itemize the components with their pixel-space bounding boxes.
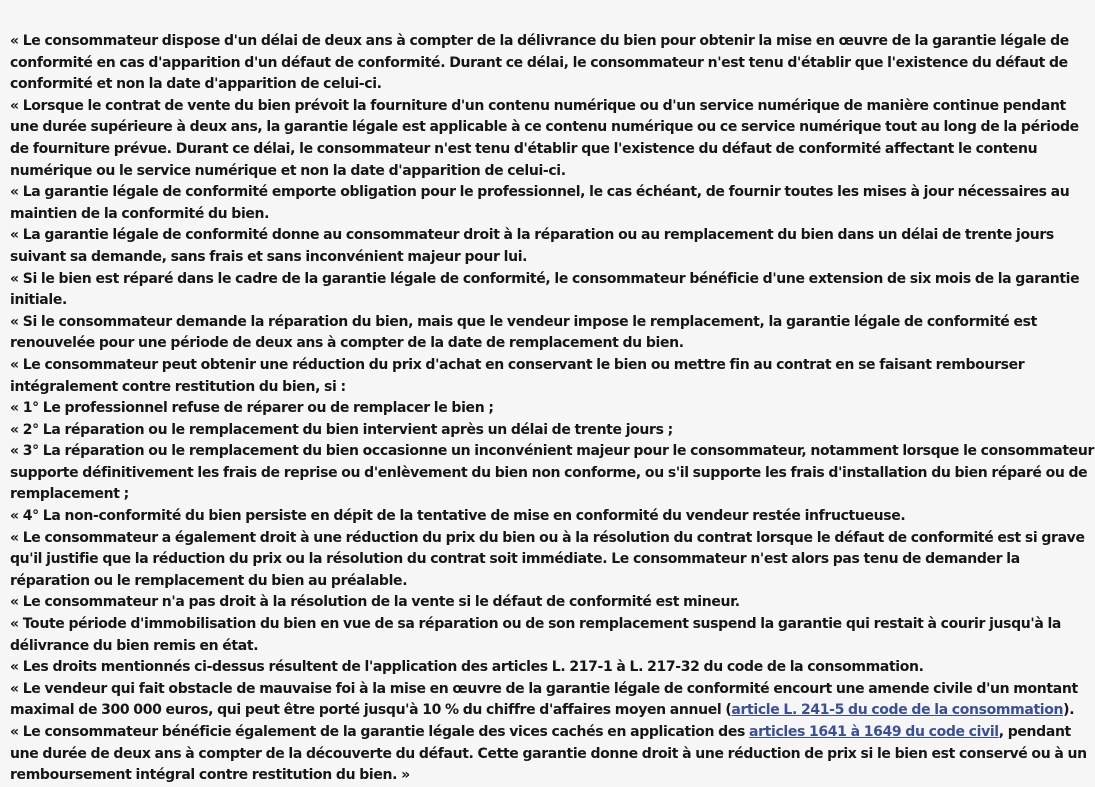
paragraph-mises-a-jour: « La garantie légale de conformité emporte obligation pour le professionnel, le cas échéant, de fournir toutes les mises à jour nécessaires au maintien de la conformité du bien.	[10, 184, 1070, 222]
paragraph-delai-deux-ans: « Le consommateur dispose d'un délai de deux ans à compter de la délivrance du bien pour obtenir la mise en œuvre de la garantie légale de conformité en cas d'apparition d'un défaut de conformité. Durant ce délai, le consommateur n'est tenu d'établir que l'existence du défaut de conformité et non la date d'apparition de celui-ci.	[10, 33, 1069, 93]
paragraph-immobilisation: « Toute période d'immobilisation du bien en vue de sa réparation ou de son remplacement suspend la garantie qui restait à courir jusqu'à la délivrance du bien remis en état.	[10, 616, 1062, 654]
paragraph-vices-caches	[10, 722, 1095, 787]
paragraph-defaut-mineur: « Le consommateur n'a pas droit à la résolution de la vente si le défaut de conformité est mineur.	[10, 594, 740, 611]
list-item-2: « 2° La réparation ou le remplacement du bien intervient après un délai de trente jours ;	[10, 421, 673, 438]
paragraph-contenu-numerique: « Lorsque le contrat de vente du bien prévoit la fourniture d'un contenu numérique ou d'un service numérique de manière continue pendant une durée supérieure à deux ans, la garantie légale est applicable à ce contenu numérique ou ce service numérique tout au long de la période de fourniture prévue. Durant ce délai, le consommateur n'est tenu d'établir que l'existence du défaut de conformité affectant le contenu numérique ou le service numérique et non la date d'apparition de celui-ci.	[10, 97, 1079, 179]
vices-text-after: , pendant une durée de deux ans à compter de la découverte du défaut. Cette garantie donne droit à une réduction de prix si le bien est conservé ou à un remboursement intégral contre restitution du bien. »	[10, 724, 1087, 784]
paragraph-amende-civile	[10, 679, 1095, 722]
vices-text-before: « Le consommateur bénéficie également de la garantie légale des vices cachés en application des	[10, 724, 750, 740]
paragraph-reparation-remplacement: « La garantie légale de conformité donne au consommateur droit à la réparation ou au remplacement du bien dans un délai de trente jours suivant sa demande, sans frais et sans inconvénient majeur pour lui.	[10, 227, 1054, 265]
article-l241-5-link[interactable]: article L. 241-5 du code de la consommation	[731, 702, 1064, 719]
amende-text-before: « Le vendeur qui fait obstacle de mauvaise foi à la mise en œuvre de la garantie légale de conformité encourt une amende civile d'un montant maximal de 300 000 euros, qui peut être porté jusqu'à 10 % du chiffre d'affaires moyen annuel (	[10, 680, 1078, 719]
articles-code-civil-link[interactable]: articles 1641 à 1649 du code civil	[749, 724, 999, 740]
list-item-3: « 3° La réparation ou le remplacement du bien occasionne un inconvénient majeur pour le consommateur, notamment lorsque le consommateur supporte définitivement les frais de reprise ou d'enlèvement du bien non conforme, ou s'il supporte les frais d'installation du bien réparé ou de remplacement ;	[10, 443, 1094, 503]
paragraph-defaut-grave: « Le consommateur a également droit à une réduction du prix du bien ou à la résolution du contrat lorsque le défaut de conformité est si grave qu'il justifie que la réduction du prix ou la résolution du contrat soit immédiate. Le consommateur n'est alors pas tenu de demander la réparation ou le remplacement du bien au préalable.	[10, 529, 1085, 589]
amende-text-after: ).	[1063, 702, 1075, 719]
paragraph-extension-six-mois: « Si le bien est réparé dans le cadre de la garantie légale de conformité, le consommateur bénéficie d'une extension de six mois de la garantie initiale.	[10, 270, 1080, 309]
paragraph-remplacement-impose: « Si le consommateur demande la réparation du bien, mais que le vendeur impose le remplacement, la garantie légale de conformité est renouvelée pour une période de deux ans à compter de la date de remplacement du bien.	[10, 313, 1037, 352]
list-item-4: « 4° La non-conformité du bien persiste en dépit de la tentative de mise en conformité du vendeur restée infructueuse.	[10, 508, 906, 525]
paragraph-reduction-prix: « Le consommateur peut obtenir une réduction du prix d'achat en conservant le bien ou mettre fin au contrat en se faisant rembourser intégralement contre restitution du bien, si :	[10, 356, 1025, 395]
paragraph-droits-mentionnes: « Les droits mentionnés ci-dessus résultent de l'application des articles L. 217-1 à L. 217-32 du code de la consommation.	[10, 659, 924, 676]
list-item-1: « 1° Le professionnel refuse de réparer ou de remplacer le bien ;	[10, 400, 494, 417]
